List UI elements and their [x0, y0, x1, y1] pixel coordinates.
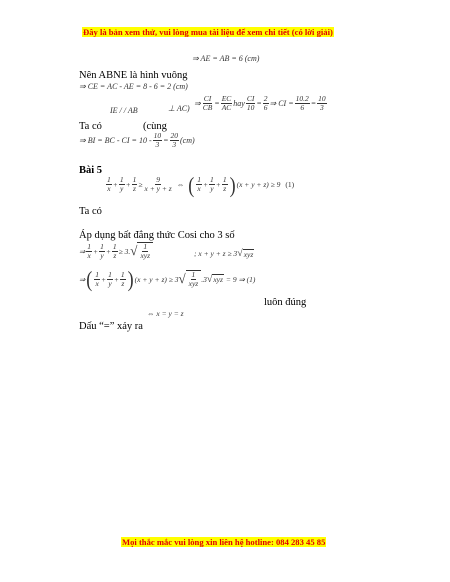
frac-ci-cb [202, 95, 214, 112]
plus-sign: + [101, 274, 107, 284]
eq-sign: = [163, 136, 169, 145]
implies-sign: ⇒ [194, 99, 201, 108]
frac-den: x [95, 278, 99, 288]
section-heading-bai-5: Bài 5 [79, 165, 103, 176]
frac-den: CB [202, 103, 213, 112]
eq-sign: = [310, 99, 317, 108]
radical-icon: √ [130, 243, 138, 258]
frac-den: z [121, 278, 125, 288]
frac-num: EC [221, 94, 232, 103]
left-paren-icon: ( [188, 172, 195, 197]
frac-num: 1 [95, 269, 100, 279]
frac-1-x [94, 271, 100, 288]
line-ce: ⇒ CE = AC - AE = 8 - 6 = 2 (cm) [79, 82, 188, 91]
frac-num: 10 [318, 94, 326, 103]
frac-num: 20 [170, 131, 179, 140]
line-abne-square: Nên ABNE là hình vuông [79, 70, 188, 81]
frac-num: 10.2 [295, 94, 309, 103]
plus-sign: + [112, 180, 118, 189]
frac-num: 1 [100, 241, 104, 251]
cube-root [130, 242, 153, 260]
frac-2-6 [263, 95, 269, 112]
plus-sign: + [202, 180, 209, 189]
frac-num: 1 [119, 175, 124, 184]
frac-num: CI [246, 94, 255, 103]
frac-num: 1 [108, 269, 112, 279]
frac-num: 1 [222, 175, 227, 184]
frac-ci-10 [246, 95, 256, 112]
line-dau-bang: Dấu “=” xảy ra [79, 321, 143, 332]
iff-sign: ⇔ [176, 180, 185, 189]
frac-num: 1 [112, 241, 117, 251]
line-ta-co: Ta có [79, 121, 102, 132]
unit-cm: (cm) [180, 136, 195, 145]
cube-root [178, 270, 201, 288]
frac-1-x [196, 176, 202, 193]
frac-den: 6 [300, 103, 305, 112]
line-perp-ac: ⊥ AC) [168, 104, 190, 113]
bi-equals: ⇒ BI = BC - CI = 10 - [79, 136, 152, 145]
plus-sign: + [215, 180, 221, 189]
preview-banner: Đây là bản xem thử, vui lòng mua tài liệu để xem chi tiết (có lời giải) [83, 27, 333, 37]
cube-root-xyz [207, 274, 224, 285]
frac-den: 3 [172, 140, 177, 149]
right-paren-icon: ) [229, 172, 236, 197]
equality-condition: ⇔ x = y = z [147, 309, 184, 318]
frac-num: 1 [143, 242, 148, 251]
frac-den: z [113, 250, 117, 260]
frac-num: 1 [87, 241, 92, 251]
frac-den: y [100, 250, 104, 260]
frac-20-3 [170, 132, 180, 149]
frac-1-xyz [139, 243, 151, 260]
frac-den: x [197, 184, 201, 193]
frac-den: y [210, 184, 214, 193]
implies-sign: ⇒ [79, 274, 86, 284]
frac-den: AC [221, 103, 232, 112]
frac-1-xyz [188, 271, 200, 288]
plus-sign: + [93, 246, 99, 256]
radical-icon: √ [237, 248, 243, 259]
implies-sign: ⇒ [79, 246, 86, 256]
inequality-1 [105, 172, 295, 197]
frac-10-2-over-6 [295, 95, 310, 112]
frac-ec-ac [221, 95, 233, 112]
radicand: xyz [213, 275, 223, 284]
frac-den: xyz [188, 279, 199, 288]
frac-1-x [86, 243, 92, 260]
frac-den: x + y + z [144, 184, 172, 193]
frac-num: 1 [107, 175, 111, 184]
frac-den: y [108, 278, 112, 288]
frac-num: 9 [156, 175, 160, 184]
ci-equals: ⇒ CI = [269, 99, 294, 108]
frac-num: CI [203, 94, 212, 103]
frac-10-3b [153, 132, 163, 149]
geq-sign: ≥ [138, 180, 143, 189]
line-luon-dung: luôn đúng [264, 297, 307, 308]
cube-root-xyz [237, 248, 254, 259]
frac-1-z [112, 243, 118, 260]
line-ae-ab: ⇒ AE = AB = 6 (cm) [192, 54, 260, 63]
plus-sign: + [113, 274, 119, 284]
plus-sign: + [105, 246, 111, 256]
frac-num: 1 [132, 175, 137, 184]
frac-den: 3 [320, 103, 324, 112]
eq-sign: = [214, 99, 220, 108]
sum-geq: ; x + y + z ≥ 3 [194, 249, 238, 258]
frac-1-z [120, 271, 126, 288]
frac-den: x [107, 184, 111, 193]
frac-den: 10 [246, 103, 255, 112]
radical-icon: √ [206, 273, 213, 285]
line-ta-co-2: Ta có [79, 206, 102, 217]
frac-den: y [120, 184, 124, 193]
hotline-banner: Mọi thắc mắc vui lòng xin liên hệ hotline: 084 283 45 85 [122, 537, 326, 547]
frac-1-y [107, 271, 113, 288]
radicand: xyz [243, 249, 254, 259]
frac-den: 6 [263, 103, 268, 112]
plus-sign: + [125, 180, 131, 189]
equals-nine: = 9 ⇒ (1) [225, 274, 256, 284]
line-ie-parallel-ab: IE / / AB [110, 106, 138, 115]
frac-1-y [99, 243, 105, 260]
times-three: .3 [201, 274, 207, 284]
frac-1-y [119, 176, 125, 193]
cosi-sum [194, 248, 254, 259]
frac-num: 1 [120, 269, 125, 279]
left-paren-icon: ( [86, 266, 93, 292]
eq-sign: = [256, 99, 262, 108]
product-geq: (x + y + z) ≥ 3 [134, 274, 179, 284]
frac-num: 10 [153, 131, 162, 140]
cosi-step-2 [79, 266, 256, 292]
line-cosi: Áp dụng bất đẳng thức Cosi cho 3 số [79, 230, 235, 241]
frac-den: 3 [155, 140, 160, 149]
frac-9-xyz [144, 176, 173, 193]
frac-den: xyz [140, 251, 151, 260]
frac-den: x [87, 250, 91, 260]
bi-equation [79, 132, 195, 149]
frac-10-3 [317, 95, 327, 112]
sum-geq-9: (x + y + z) ≥ 9 [236, 180, 281, 189]
geq-three: ≥ 3. [118, 246, 131, 256]
frac-1-z [132, 176, 138, 193]
frac-num: 2 [263, 94, 268, 103]
ratio-equation [194, 95, 328, 112]
frac-num: 1 [197, 175, 201, 184]
frac-num: 1 [191, 270, 196, 279]
frac-1-y [209, 176, 215, 193]
cosi-step-1 [79, 242, 153, 260]
frac-1-x [106, 176, 112, 193]
frac-num: 1 [210, 175, 214, 184]
frac-den: z [133, 184, 136, 193]
right-paren-icon: ) [127, 266, 134, 292]
line-cung: (cùng [143, 121, 167, 132]
radical-icon: √ [178, 271, 186, 286]
equation-tag-1: (1) [285, 180, 295, 189]
hay-word: hay [233, 99, 245, 108]
frac-1-z [222, 176, 228, 193]
frac-den: z [223, 184, 227, 193]
